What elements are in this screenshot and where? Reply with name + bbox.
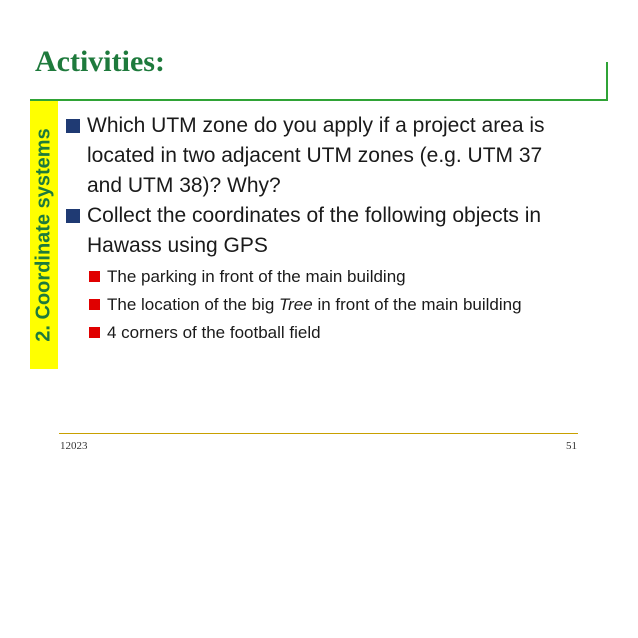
bullet-text: Which UTM zone do you apply if a project area is located in two adjacent UTM zones (e.g. UTM 37 and UTM 38)? Why? — [87, 114, 545, 197]
square-bullet-icon — [89, 327, 100, 338]
square-bullet-icon — [66, 119, 80, 133]
bullet-item — [65, 201, 565, 261]
sub-bullet-text-after: in front of the main building — [312, 295, 522, 314]
bullet-text: Collect the coordinates of the following objects in Hawass using GPS — [87, 204, 542, 257]
sub-bullet-item — [87, 264, 565, 289]
sub-bullet-text-italic: Tree — [279, 295, 313, 314]
sub-bullet-text: 4 corners of the football field — [107, 323, 321, 342]
sub-bullet-item — [87, 292, 565, 317]
title-rule-corner — [606, 62, 608, 101]
page-number: 51 — [566, 440, 577, 452]
sub-bullet-item — [87, 320, 565, 345]
sub-bullet-text-before: The location of the big — [107, 295, 280, 314]
square-bullet-icon — [66, 209, 80, 223]
square-bullet-icon — [89, 299, 100, 310]
slide-title: Activities: — [35, 45, 165, 78]
slide-content — [65, 111, 565, 345]
bullet-item — [65, 111, 565, 201]
title-underline — [30, 99, 608, 101]
square-bullet-icon — [89, 271, 100, 282]
footer-code: 12023 — [60, 440, 88, 452]
sub-bullet-text: The parking in front of the main building — [107, 267, 406, 286]
footer-rule — [59, 433, 578, 434]
side-section-label: 2. Coordinate systems — [32, 128, 55, 342]
